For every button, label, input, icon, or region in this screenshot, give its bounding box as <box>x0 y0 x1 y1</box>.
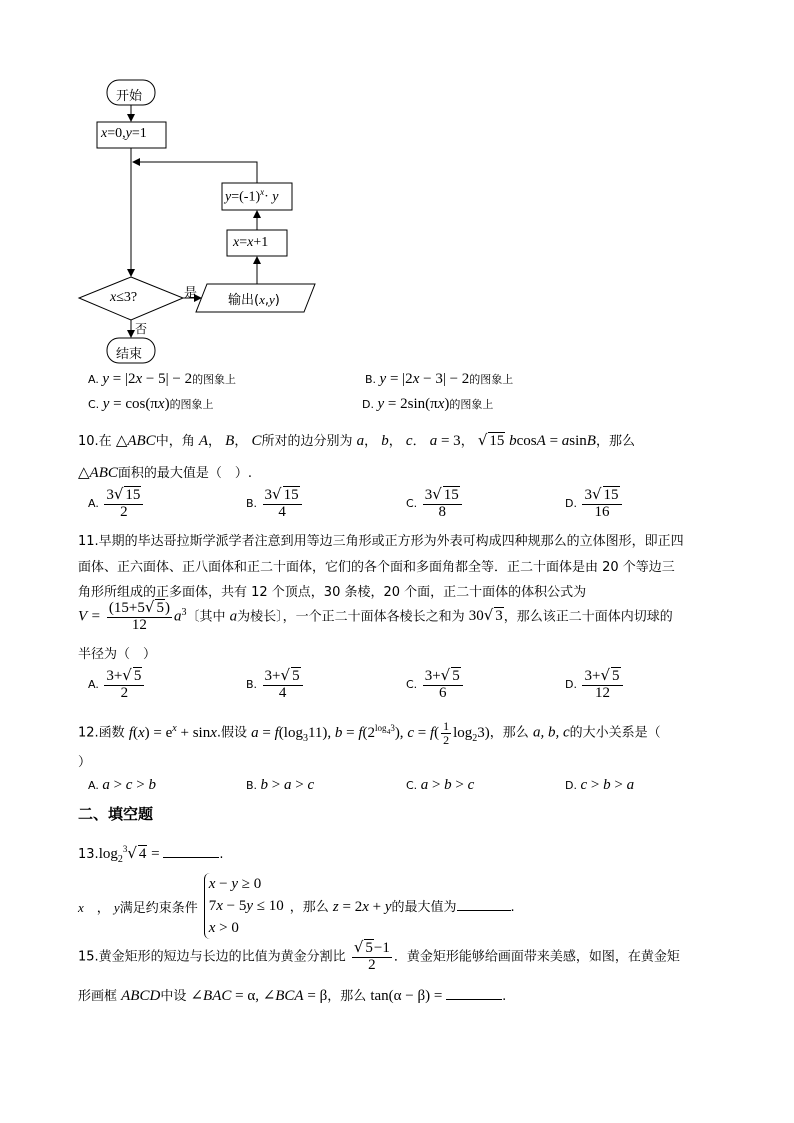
q9-option-d[interactable]: D. y = 2sin(πx)的图象上 <box>362 396 494 412</box>
q11-option-b[interactable]: B. $\frac{3+√ 5}{4}$ <box>246 668 305 702</box>
q9-option-a[interactable]: A. y = |2x − 5| − 2的图象上 <box>88 371 237 387</box>
q15-stem-line1: 15.黄金矩形的短边与长边的比值为黄金分割比 $\frac{√ 5-1}{2}$ ．黄金矩形能够给画面带来美感，如图，在黄金矩 <box>78 938 680 973</box>
q14-stem: x ， y满足约束条件 x − y ≥ 0 7x − 5y ≤ 10 x > 0 ，那么 z = 2x + y的最大值为 . <box>78 870 515 942</box>
q12-option-b[interactable]: B. b > a > c <box>246 777 315 793</box>
flow-output-label: 输出(x,y) <box>228 292 280 308</box>
q12-option-a[interactable]: A. a > c > b <box>88 777 156 793</box>
flow-start-label: 开始 <box>116 89 143 104</box>
q11-stem-line5: 半径为（ ） <box>78 647 157 662</box>
q10-stem-line1: 10.在 △ABC中，角 A， B， C所对的边分别为 a， b， c． a = 3， √ 15 bcosA = asinB，那么 <box>78 431 635 449</box>
section-heading-fill-in: 二、填空题 <box>78 805 154 823</box>
q10-option-c[interactable]: C. $\frac{3√ 15}{8}$ <box>406 487 464 521</box>
q11-option-c[interactable]: C. $\frac{3+√ 5}{6}$ <box>406 668 465 702</box>
flow-end-label: 结束 <box>116 347 143 362</box>
flow-update-x-label: x=x+1 <box>233 235 269 250</box>
q10-option-d[interactable]: D. $\frac{3√ 15}{16}$ <box>565 487 624 521</box>
q10-stem-line2: △ABC面积的最大值是（ ）. <box>78 465 253 481</box>
flow-init-label: x=0,y=1 <box>101 126 147 141</box>
q12-stem-line1: 12.函数 $f(x) = e^x + \sin x$.假设 $a = f(\log_311)$, $b = f(2^{log_43})$, c = f( $\frac{1}{2}$ $\log_23$)，那么 a, b, c的大小关系是（ <box>78 719 661 747</box>
q12-option-d[interactable]: D. c > b > a <box>565 777 635 793</box>
flowchart <box>0 0 340 370</box>
q11-stem-line4: V = $\frac{(15+5√ 5)}{12}$ $a^3$〔其中 a为棱长〕，一个正二十面体各棱长之和为 30√ 3，那么该正二十面体内切球的 <box>78 598 673 633</box>
q10-option-a[interactable]: A. $\frac{3√ 15}{2}$ <box>88 487 145 521</box>
flow-update-y-label: $y=(-1)^x\cdot y$ <box>225 187 279 205</box>
q15-stem-line2: 形画框 ABCD中设 ∠BAC = α, ∠BCA = β，那么 tan(α − β) = . <box>78 988 507 1004</box>
q14-constraint-system: x − y ≥ 0 7x − 5y ≤ 10 x > 0 <box>204 873 284 939</box>
q11-option-a[interactable]: A. $\frac{3+√ 5}{2}$ <box>88 668 146 702</box>
flow-yes-label: 是 <box>184 286 198 301</box>
q11-option-d[interactable]: D. $\frac{3+√ 5}{12}$ <box>565 668 625 702</box>
q12-option-c[interactable]: C. a > b > c <box>406 777 475 793</box>
q13-stem: $13.\log_2^3√$ 4 = . <box>78 844 224 865</box>
q9-option-c[interactable]: C. y = cos(πx)的图象上 <box>88 396 214 412</box>
q11-stem-line3: 角形所组成的正多面体，共有 12 个顶点，30 条棱，20 个面，正二十面体的体积公式为 <box>78 585 587 600</box>
q12-stem-line2: ） <box>78 755 92 770</box>
flow-no-label: 否 <box>135 322 148 336</box>
q9-option-b[interactable]: B. y = |2x − 3| − 2的图象上 <box>365 371 514 387</box>
q11-stem-line1: 11.早期的毕达哥拉斯学派学者注意到用等边三角形或正方形为外表可构成四种规那么的立体图形，即正四 <box>78 534 684 549</box>
flow-condition-label: x≤3? <box>110 290 138 305</box>
q11-stem-line2: 面体、正六面体、正八面体和正二十面体，它们的各个面和多面角都全等．正二十面体是由 20 个等边三 <box>78 560 675 575</box>
q10-option-b[interactable]: B. $\frac{3√ 15}{4}$ <box>246 487 304 521</box>
